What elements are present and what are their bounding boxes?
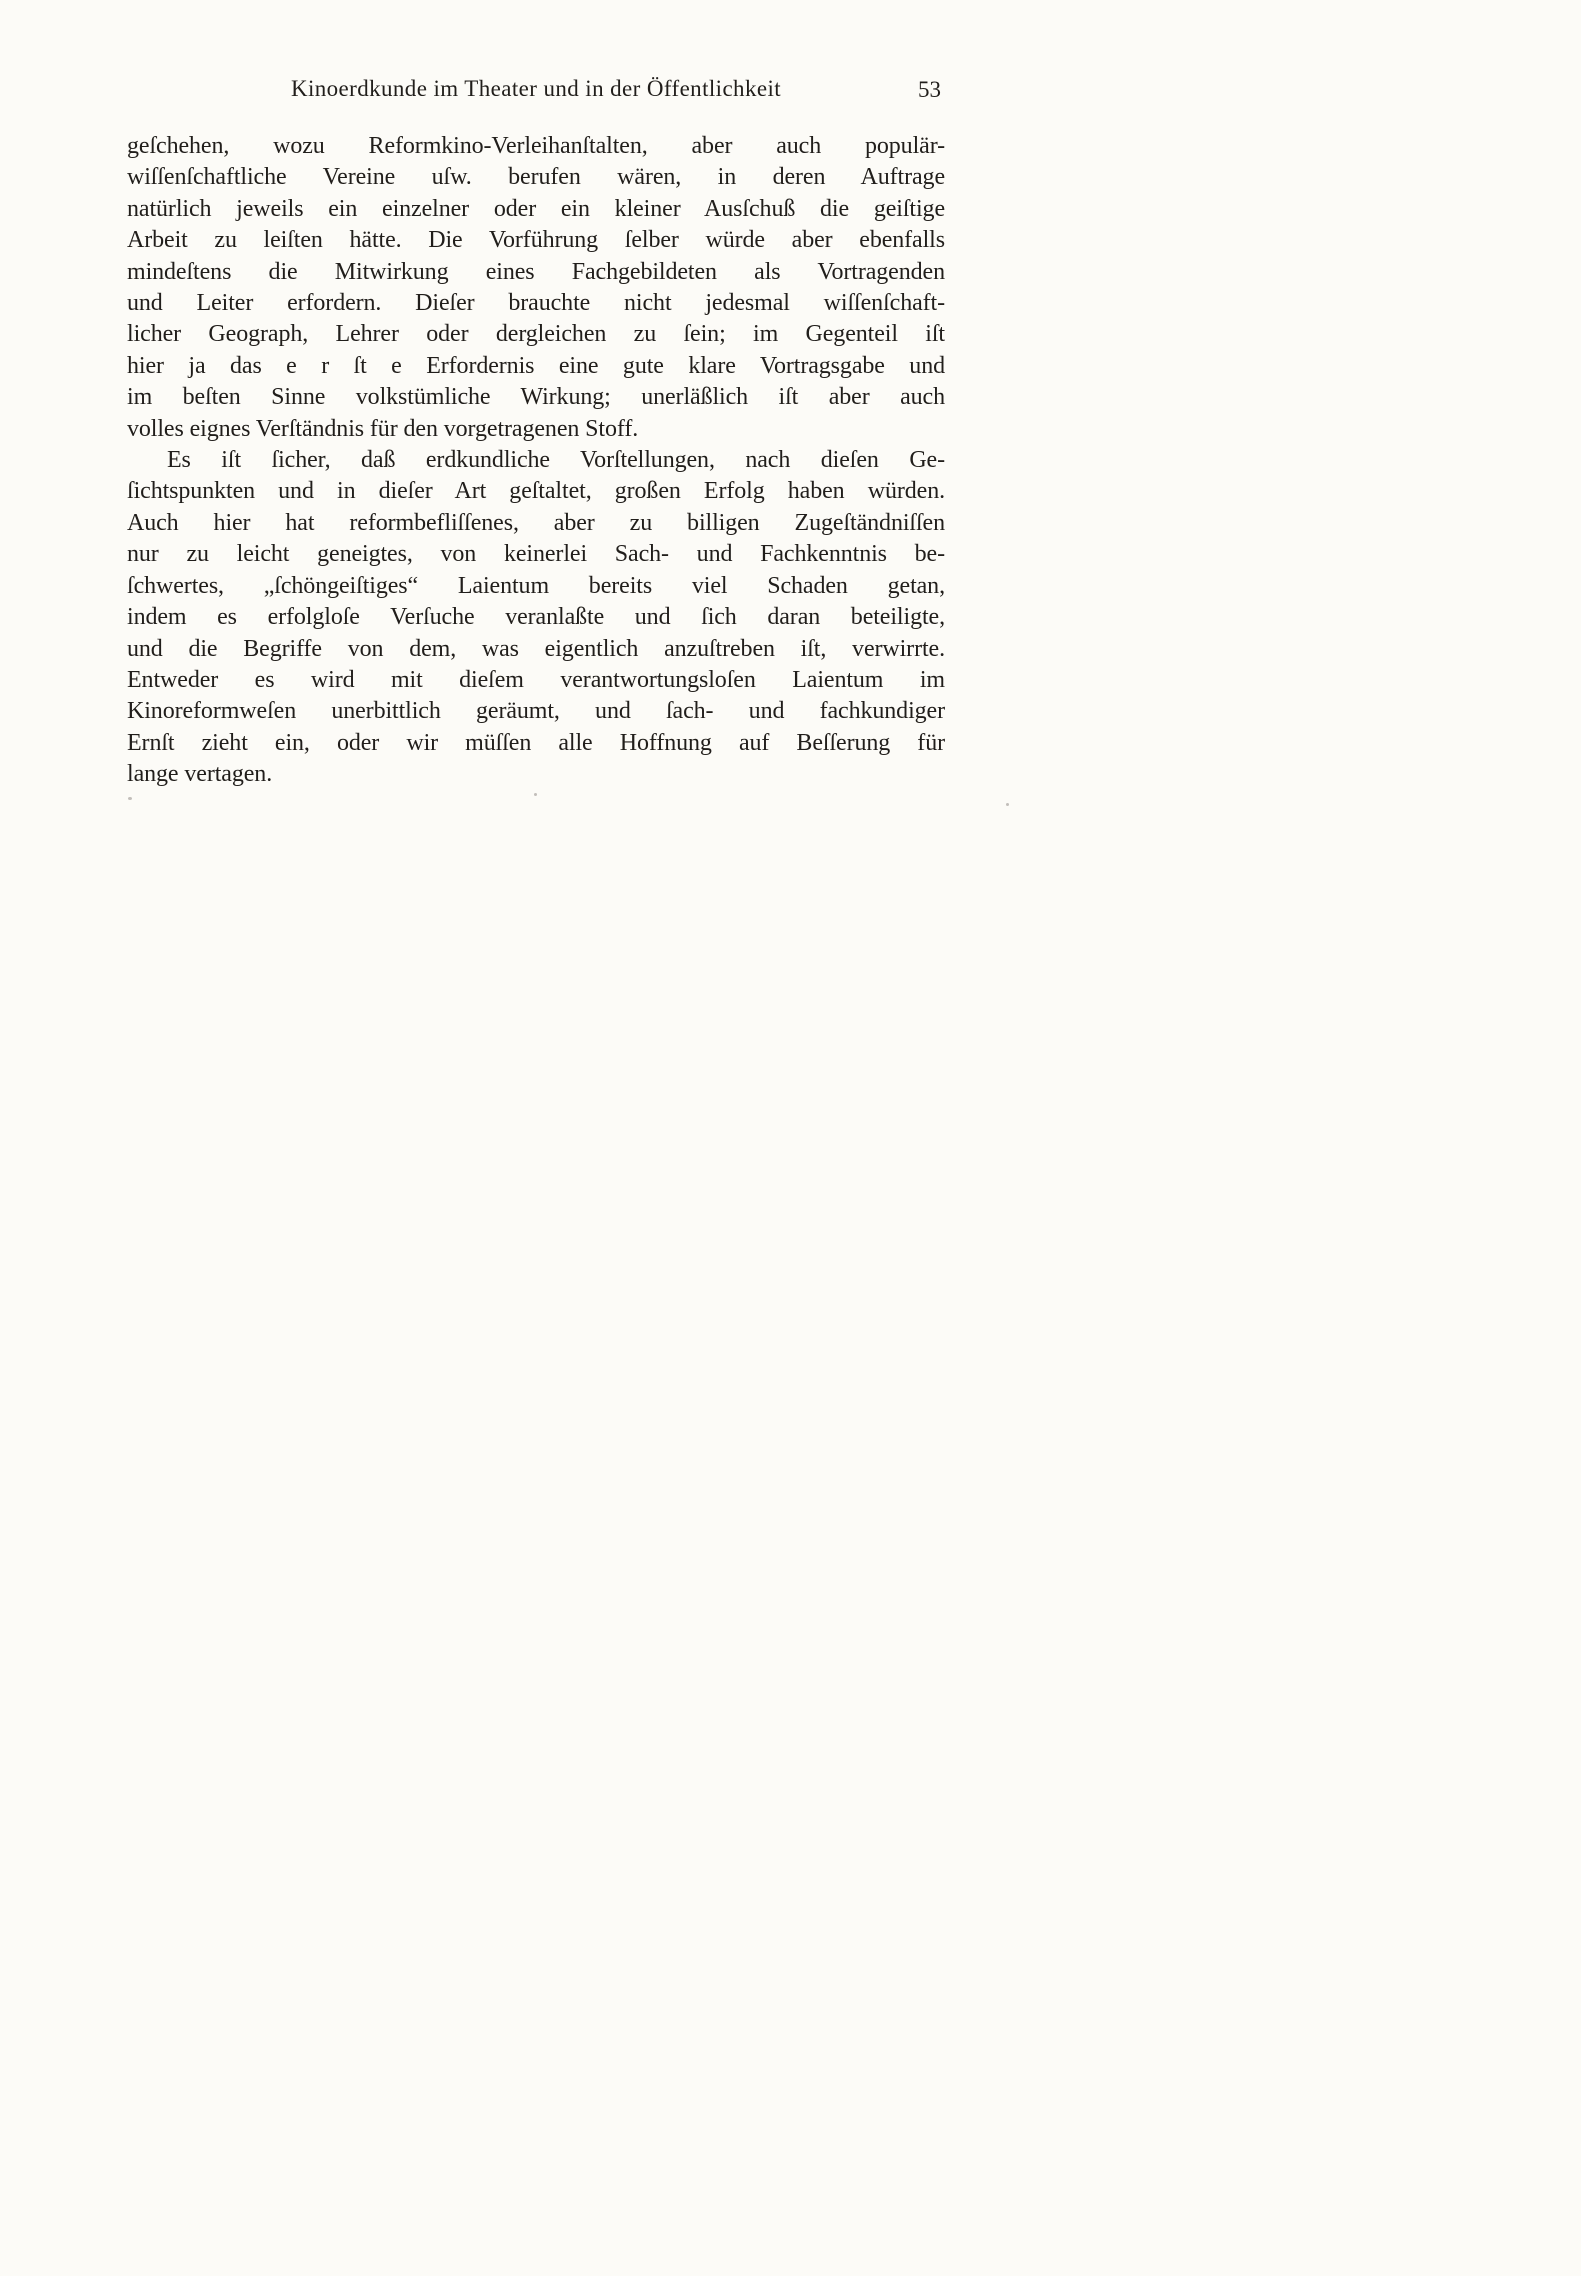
- text-line: volles eignes Verſtändnis für den vorgetragenen Stoff.: [127, 415, 639, 442]
- text-line: natürlich jeweils ein einzelner oder ein kleiner Ausſchuß die geiſtige: [127, 195, 945, 222]
- body-text: [127, 131, 945, 791]
- text-line: und die Begriffe von dem, was eigentlich anzuſtreben iſt, verwirrte.: [127, 635, 945, 662]
- text-line: indem es erfolgloſe Verſuche veranlaßte und ſich daran beteiligte,: [127, 604, 945, 631]
- text-line: im beſten Sinne volkstümliche Wirkung; unerläßlich iſt aber auch: [127, 384, 945, 411]
- running-title: Kinoerdkunde im Theater und in der Öffentlichkeit: [290, 76, 782, 101]
- text-line: Arbeit zu leiſten hätte. Die Vorführung ſelber würde aber ebenfalls: [127, 227, 945, 254]
- text-line: ſchwertes, „ſchöngeiſtiges“ Laientum bereits viel Schaden getan,: [127, 572, 945, 599]
- text-line: ſichtspunkten und in dieſer Art geſtaltet, großen Erfolg haben würden.: [127, 478, 945, 505]
- text-line: Entweder es wird mit dieſem verantwortungsloſen Laientum im: [127, 666, 945, 693]
- text-line: nur zu leicht geneigtes, von keinerlei Sach- und Fachkenntnis be-: [127, 541, 945, 568]
- text-line: licher Geograph, Lehrer oder dergleichen zu ſein; im Gegenteil iſt: [127, 321, 945, 348]
- text-line: Kinoreformweſen unerbittlich geräumt, und ſach- und fachkundiger: [127, 698, 945, 725]
- text-line: lange vertagen.: [127, 761, 273, 788]
- text-line: mindeſtens die Mitwirkung eines Fachgebildeten als Vortragenden: [127, 258, 945, 285]
- text-line: hier ja das e r ſt e Erfordernis eine gute klare Vortragsgabe und: [127, 352, 945, 379]
- paragraph: [127, 131, 945, 445]
- text-line: Ernſt zieht ein, oder wir müſſen alle Hoffnung auf Beſſerung für: [127, 729, 945, 756]
- paragraph: [127, 445, 945, 790]
- scan-speck: [534, 793, 537, 796]
- text-line: und Leiter erfordern. Dieſer brauchte nicht jedesmal wiſſenſchaft-: [127, 290, 945, 317]
- text-line: Es iſt ſicher, daß erdkundliche Vorſtellungen, nach dieſen Ge-: [167, 447, 945, 474]
- text-line: wiſſenſchaftliche Vereine uſw. berufen wären, in deren Auftrage: [127, 164, 945, 191]
- scan-speck: [1006, 803, 1009, 806]
- text-line: geſchehen, wozu Reformkino-Verleihanſtalten, aber auch populär-: [127, 133, 945, 159]
- text-line: Auch hier hat reformbefliſſenes, aber zu billigen Zugeſtändniſſen: [127, 509, 945, 536]
- page-header: [127, 76, 945, 110]
- page-number: 53: [918, 77, 941, 102]
- scan-speck: [128, 797, 132, 800]
